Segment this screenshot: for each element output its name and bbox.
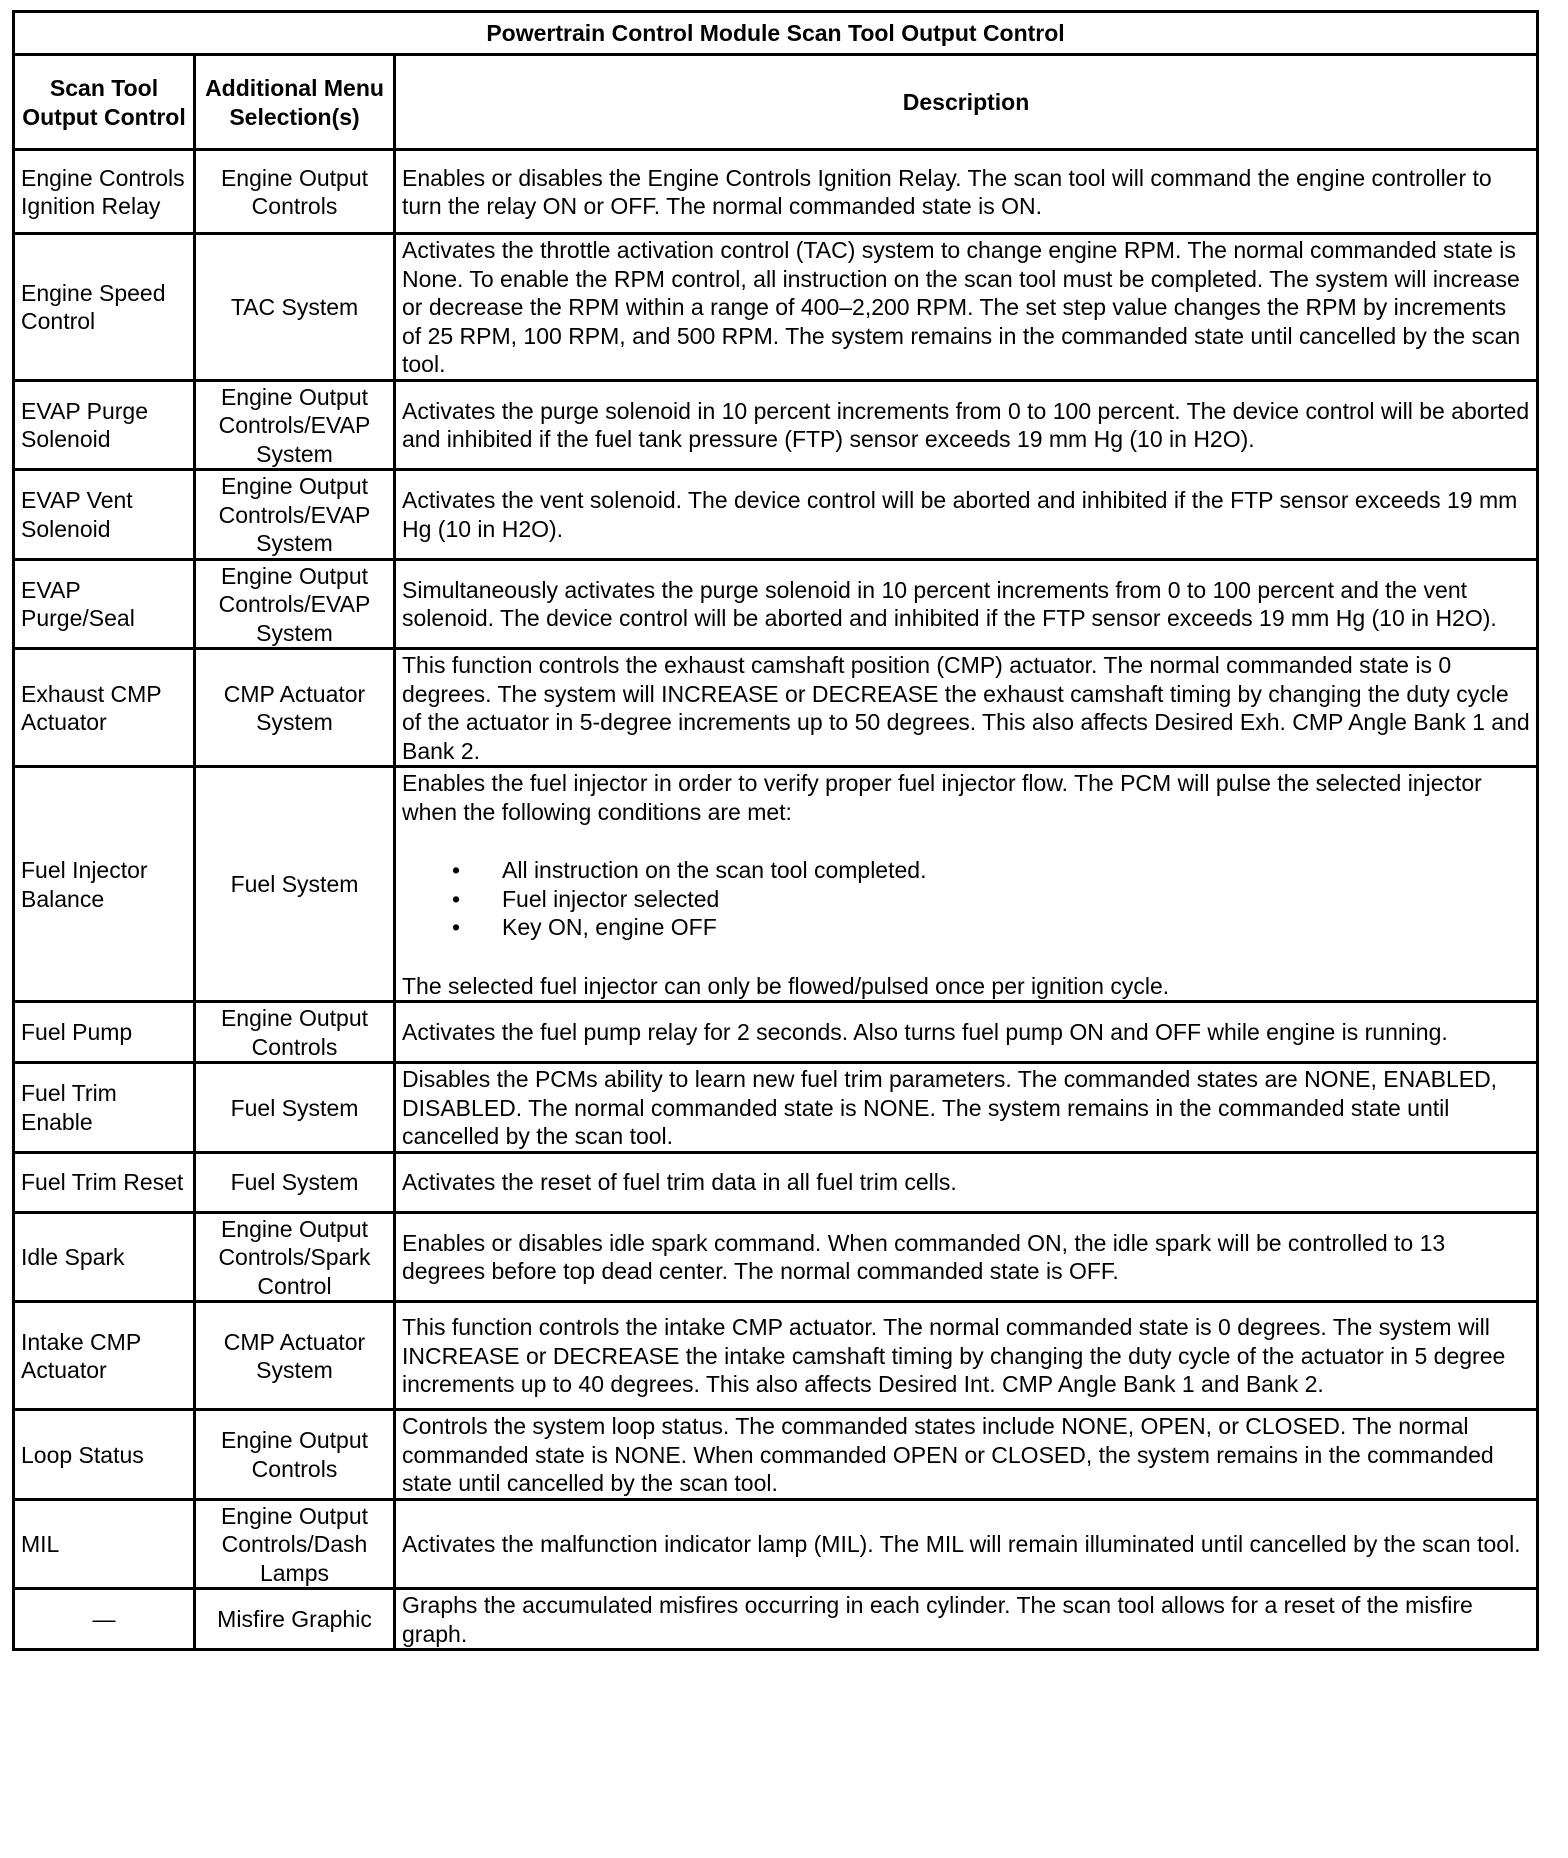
row-description: Activates the malfunction indicator lamp (MIL). The MIL will remain illuminated until cancelled by the scan tool. (395, 1499, 1538, 1589)
row-menu: CMP Actuator System (195, 649, 395, 767)
bullet-icon: • (452, 914, 461, 940)
row-control: Idle Spark (14, 1212, 195, 1302)
table-title-row (14, 12, 1538, 55)
description-outro: The selected fuel injector can only be flowed/pulsed once per ignition cycle. (402, 972, 1170, 999)
list-item-text: Fuel injector selected (502, 885, 720, 912)
row-control: EVAP Purge/Seal (14, 559, 195, 649)
row-description: Simultaneously activates the purge solenoid in 10 percent increments from 0 to 100 percent and the vent solenoid. The device control will be aborted and inhibited if the FTP sensor exceeds 19 mm Hg (10 in H2O). (395, 559, 1538, 649)
table-row (14, 1410, 1538, 1500)
table-row (14, 234, 1538, 381)
row-description: Graphs the accumulated misfires occurring in each cylinder. The scan tool allows for a reset of the misfire graph. (395, 1589, 1538, 1650)
table-row (14, 1152, 1538, 1212)
table-row (14, 649, 1538, 767)
row-menu: Engine Output Controls/EVAP System (195, 470, 395, 560)
row-control: Intake CMP Actuator (14, 1302, 195, 1410)
table-row (14, 1499, 1538, 1589)
table-row (14, 1589, 1538, 1650)
row-control: Fuel Trim Enable (14, 1063, 195, 1153)
row-description: This function controls the intake CMP actuator. The normal commanded state is 0 degrees. The system will INCREASE or DECREASE the intake camshaft timing by changing the duty cycle of the actuator in 5 degree increments up to 40 degrees. This also affects Desired Int. CMP Angle Bank 1 and Bank 2. (395, 1302, 1538, 1410)
row-control: Engine Speed Control (14, 234, 195, 381)
table-row (14, 1002, 1538, 1063)
row-control: Exhaust CMP Actuator (14, 649, 195, 767)
row-menu: Engine Output Controls/Dash Lamps (195, 1499, 395, 1589)
header-scan-tool-output-control: Scan Tool Output Control (14, 55, 195, 150)
table-row (14, 559, 1538, 649)
row-menu: TAC System (195, 234, 395, 381)
bullet-icon: • (452, 885, 461, 912)
row-menu: Fuel System (195, 1152, 395, 1212)
row-description: Activates the vent solenoid. The device control will be aborted and inhibited if the FTP sensor exceeds 19 mm Hg (10 in H2O). (395, 470, 1538, 560)
row-menu: Engine Output Controls/EVAP System (195, 559, 395, 649)
table-header-row (14, 55, 1538, 150)
table-row (14, 1063, 1538, 1153)
row-description: Controls the system loop status. The commanded states include NONE, OPEN, or CLOSED. The normal commanded state is NONE. When commanded OPEN or CLOSED, the system remains in the commanded state until cancelled by the scan tool. (395, 1410, 1538, 1500)
row-description: Enables or disables idle spark command. When commanded ON, the idle spark will be controlled to 13 degrees before top dead center. The normal commanded state is OFF. (395, 1212, 1538, 1302)
row-description: Activates the purge solenoid in 10 percent increments from 0 to 100 percent. The device control will be aborted and inhibited if the fuel tank pressure (FTP) sensor exceeds 19 mm Hg (10 in H2O). (395, 380, 1538, 470)
row-description: Activates the reset of fuel trim data in all fuel trim cells. (395, 1152, 1538, 1212)
row-menu: Misfire Graphic (195, 1589, 395, 1650)
list-item (402, 885, 1530, 914)
row-menu: Engine Output Controls/EVAP System (195, 380, 395, 470)
row-menu: Engine Output Controls (195, 150, 395, 234)
condition-list (402, 856, 1530, 942)
table-row (14, 150, 1538, 234)
list-item-text: Key ON, engine OFF (502, 914, 717, 940)
row-description: Enables or disables the Engine Controls Ignition Relay. The scan tool will command the engine controller to turn the relay ON or OFF. The normal commanded state is ON. (395, 150, 1538, 234)
list-item (402, 856, 1530, 885)
table-row (14, 767, 1538, 1002)
header-additional-menu-selections: Additional Menu Selection(s) (195, 55, 395, 150)
row-control: MIL (14, 1499, 195, 1589)
output-control-table (12, 10, 1539, 1651)
row-description: Disables the PCMs ability to learn new fuel trim parameters. The commanded states are NONE, ENABLED, DISABLED. The normal commanded state is NONE. The system remains in the commanded state until cancelled by the scan tool. (395, 1063, 1538, 1153)
row-menu: Engine Output Controls (195, 1002, 395, 1063)
row-menu: Fuel System (195, 1063, 395, 1153)
row-control: — (14, 1589, 195, 1650)
row-control: Fuel Injector Balance (14, 767, 195, 1002)
row-control: Engine Controls Ignition Relay (14, 150, 195, 234)
row-menu: Engine Output Controls (195, 1410, 395, 1500)
row-description (395, 767, 1538, 1002)
row-control: Fuel Trim Reset (14, 1152, 195, 1212)
header-description: Description (395, 55, 1538, 150)
row-control: EVAP Purge Solenoid (14, 380, 195, 470)
row-control: Fuel Pump (14, 1002, 195, 1063)
table-row (14, 1302, 1538, 1410)
table-row (14, 380, 1538, 470)
description-intro: Enables the fuel injector in order to verify proper fuel injector flow. The PCM will pulse the selected injector when the following conditions are met: (402, 770, 1482, 825)
row-menu: Fuel System (195, 767, 395, 1002)
table-row (14, 470, 1538, 560)
bullet-icon: • (452, 857, 461, 883)
list-item (402, 913, 1530, 942)
row-menu: CMP Actuator System (195, 1302, 395, 1410)
table-row (14, 1212, 1538, 1302)
row-control: EVAP Vent Solenoid (14, 470, 195, 560)
row-menu: Engine Output Controls/Spark Control (195, 1212, 395, 1302)
list-item-text: All instruction on the scan tool completed. (502, 857, 927, 883)
row-description: Activates the fuel pump relay for 2 seconds. Also turns fuel pump ON and OFF while engine is running. (395, 1002, 1538, 1063)
row-description: Activates the throttle activation control (TAC) system to change engine RPM. The normal commanded state is None. To enable the RPM control, all instruction on the scan tool must be completed. The system will increase or decrease the RPM within a range of 400–2,200 RPM. The set step value changes the RPM by increments of 25 RPM, 100 RPM, and 500 RPM. The system remains in the commanded state until cancelled by the scan tool. (395, 234, 1538, 381)
table-title: Powertrain Control Module Scan Tool Output Control (14, 12, 1538, 55)
row-description: This function controls the exhaust camshaft position (CMP) actuator. The normal commanded state is 0 degrees. The system will INCREASE or DECREASE the exhaust camshaft timing by changing the duty cycle of the actuator in 5-degree increments up to 50 degrees. This also affects Desired Exh. CMP Angle Bank 1 and Bank 2. (395, 649, 1538, 767)
row-control: Loop Status (14, 1410, 195, 1500)
